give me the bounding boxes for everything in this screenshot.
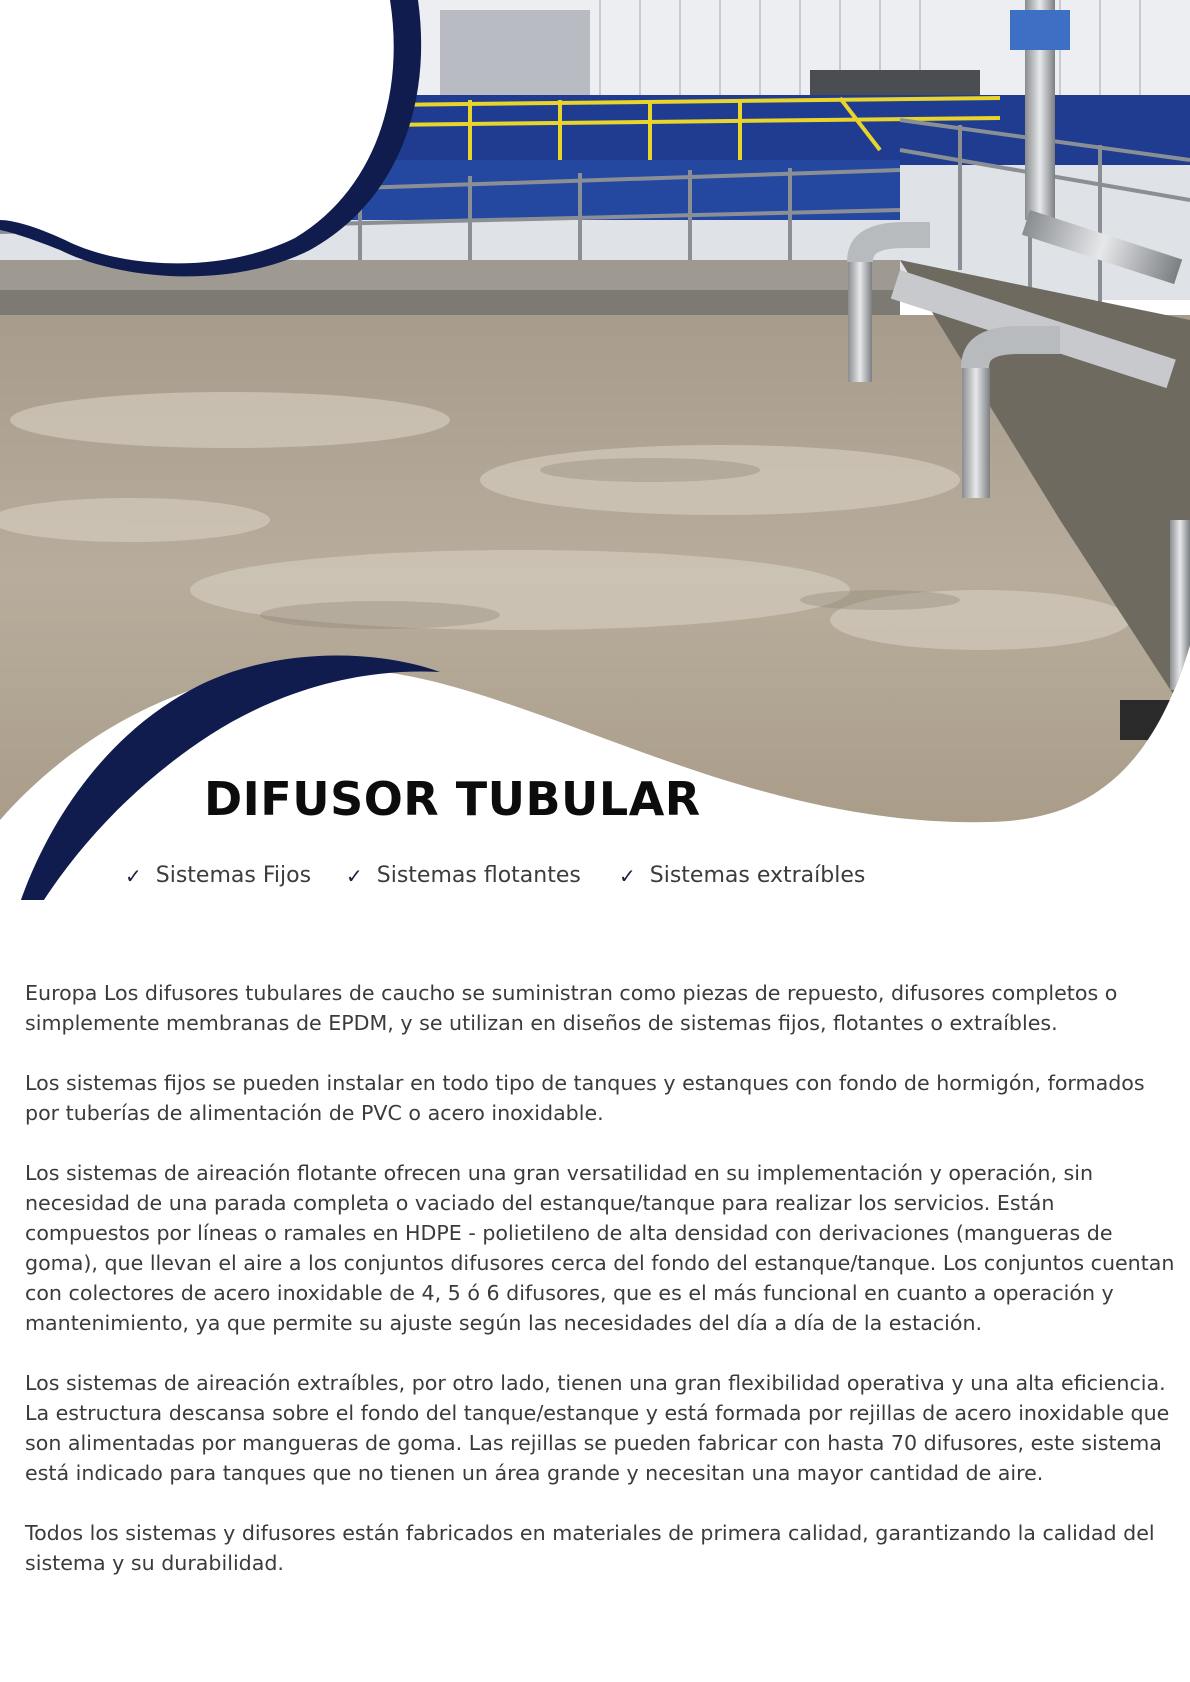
paragraph-intro: Europa Los difusores tubulares de caucho se suministran como piezas de repuesto, difusores completos o simplemente membranas de EPDM, y se utilizan en diseños de sistemas fijos, flotantes o extraíbles. [25,981,1118,1035]
paragraph-removable-systems: Los sistemas de aireación extraíbles, por otro lado, tienen una gran flexibilidad operativa y una alta eficiencia. La estructura descansa sobre el fondo del tanque/estanque y está formada por rejillas de acero inoxidable que son alimentadas por mangueras de goma. Las rejillas se pueden fabricar con hasta 70 difusores, este sistema está indicado para tanques que no tienen un área grande y necesitan una mayor cantidad de aire. [25,1371,1170,1485]
body-text [25,978,1175,1608]
page-title: DIFUSOR TUBULAR [204,772,701,826]
paragraph-floating-systems: Los sistemas de aireación flotante ofrecen una gran versatilidad en su implementación y operación, sin necesidad de una parada completa o vaciado del estanque/tanque para realizar los servicios. Están compuestos por líneas o ramales en HDPE - polietileno de alta densidad con derivaciones (mangueras de goma), que llevan el aire a los conjuntos difusores cerca del fondo del estanque/tanque. Los conjuntos cuentan con colectores de acero inoxidable de 4, 5 ó 6 difusores, que es el más funcional en cuanto a operación y mantenimiento, ya que permite su ajuste según las necesidades del día a día de la estación. [25,1161,1175,1335]
paragraph-fixed-systems: Los sistemas fijos se pueden instalar en todo tipo de tanques y estanques con fondo de hormigón, formados por tuberías de alimentación de PVC o acero inoxidable. [25,1071,1145,1125]
feature-item [125,863,311,888]
feature-list [0,863,1190,899]
feature-item [619,863,865,888]
feature-item [346,863,581,888]
feature-label: Sistemas Fijos [155,863,312,888]
check-icon: ✓ [125,863,142,888]
check-icon: ✓ [346,863,363,888]
paragraph-quality: Todos los sistemas y difusores están fabricados en materiales de primera calidad, garantizando la calidad del sistema y su durabilidad. [25,1521,1155,1575]
feature-label: Sistemas extraíbles [649,863,866,888]
feature-label: Sistemas flotantes [376,863,581,888]
check-icon: ✓ [619,863,636,888]
